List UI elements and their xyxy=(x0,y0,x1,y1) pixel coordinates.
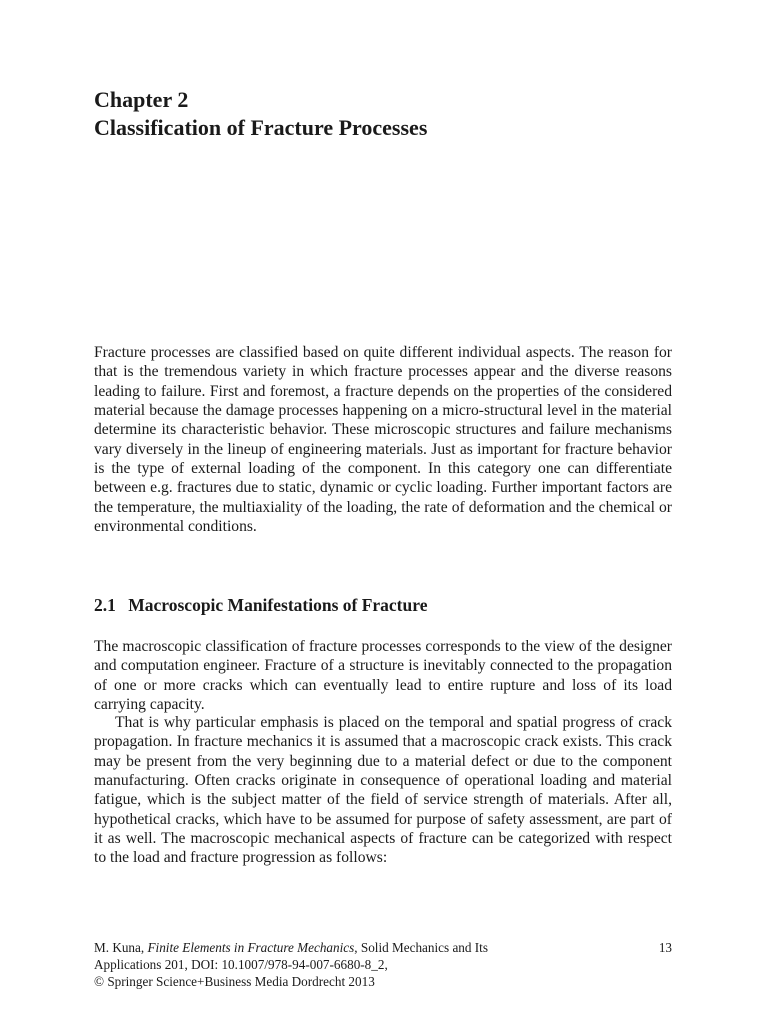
intro-paragraph: Fracture processes are classified based on quite different individual aspects. The reason for that is the tremendous variety in which fracture processes appear and the diverse reasons leading to failure. First and foremost, a fracture depends on the properties of the considered material because the damage processes happening on a micro-structural level in the material determine its characteristic behavior. These microscopic structures and failure mechanisms vary diversely in the lineup of engineering materials. Just as important for fracture behavior is the type of external loading of the component. In this category one can differentiate between e.g. fractures due to static, dynamic or cyclic loading. Further important factors are the temperature, the multiaxiality of the loading, the rate of deformation and the chemical or environmental conditions. xyxy=(94,344,672,536)
chapter-label: Chapter 2 xyxy=(94,87,189,112)
chapter-title: Classification of Fracture Processes xyxy=(94,115,428,140)
footer-copyright: © Springer Science+Business Media Dordrecht 2013 xyxy=(94,974,375,989)
footer-author: M. Kuna, xyxy=(94,940,148,955)
section-paragraph-2: That is why particular emphasis is placed on the temporal and spatial progress of crack propagation. In fracture mechanics it is assumed that a macroscopic crack exists. This crack may be present from the very beginning due to a material defect or due to the component manufacturing. Often cracks originate in consequence of operational loading and material fatigue, which is the subject matter of the field of service strength of materials. After all, hypothetical cracks, which have to be assumed for purpose of safety assessment, are part of it as well. The macroscopic mechanical aspects of fracture can be categorized with respect to the load and fracture progression as follows: xyxy=(94,714,672,867)
page-number: 13 xyxy=(658,940,672,955)
section-number: 2.1 xyxy=(94,595,116,615)
footer-citation xyxy=(94,939,672,990)
footer-book-title: Finite Elements in Fracture Mechanics xyxy=(147,940,355,955)
footer-series: , Solid Mechanics and Its xyxy=(354,940,488,955)
section-title: Macroscopic Manifestations of Fracture xyxy=(128,595,428,615)
section-paragraph-1: The macroscopic classification of fracture processes corresponds to the view of the designer and computation engineer. Fracture of a structure is inevitably connected to the propagation of one or more cracks which can eventually lead to entire rupture and loss of its load carrying capacity. xyxy=(94,638,672,714)
footer-line-1 xyxy=(94,939,672,956)
section-heading xyxy=(94,593,427,617)
footer-line-2: Applications 201, DOI: 10.1007/978-94-007-6680-8_2, xyxy=(94,957,388,972)
